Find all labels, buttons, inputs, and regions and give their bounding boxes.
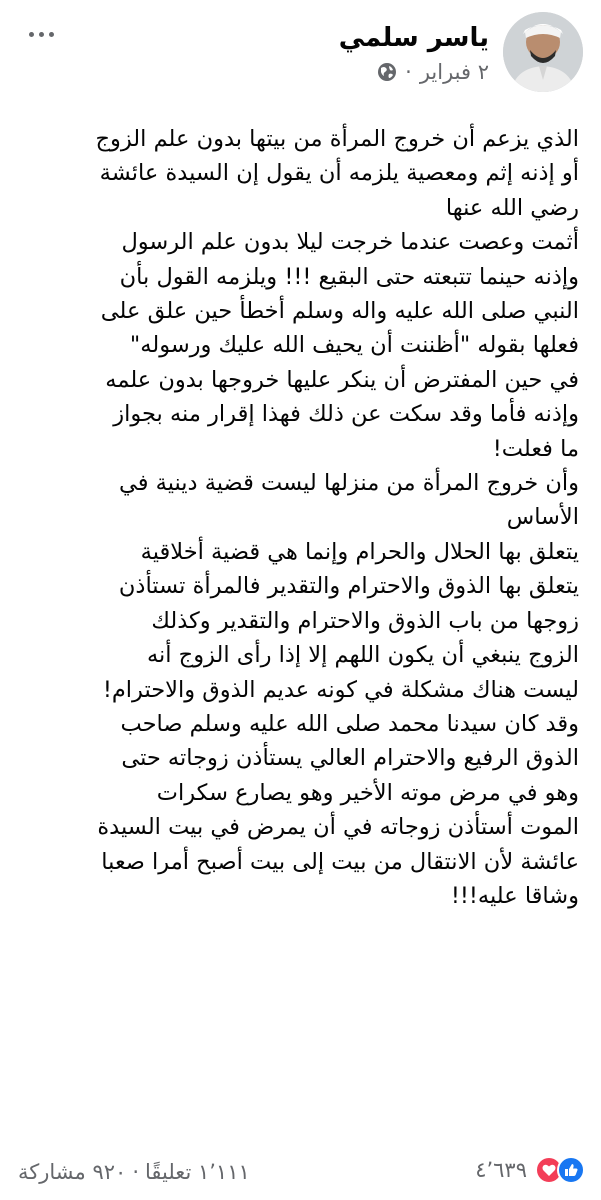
post-footer — [0, 1152, 601, 1192]
post-line: وشاقا عليه!!! — [450, 882, 579, 909]
post-line: رضي الله عنها — [445, 194, 579, 221]
comments-count[interactable]: ١٬١١١ تعليقًا — [145, 1160, 250, 1184]
reactions-summary[interactable] — [475, 1156, 585, 1184]
more-options-icon — [29, 32, 34, 37]
author-name[interactable]: ياسر سلمي — [338, 23, 489, 53]
reaction-count: ٤٬٦٣٩ — [475, 1158, 527, 1182]
globe-icon — [377, 62, 397, 82]
post-line: ليست هناك مشكلة في كونه عديم الذوق والاحترام! — [102, 676, 579, 703]
post-line: أو إذنه إثم ومعصية يلزمه أن يقول إن السيدة عائشة — [99, 160, 579, 187]
post-meta — [339, 60, 489, 84]
post-line: الموت أستأذن زوجاته في أن يمرض في بيت السيدة — [97, 814, 579, 841]
post-line: وإذنه حينما تتبعته حتى البقيع !!! ويلزمه القول بأن — [119, 263, 579, 290]
post-line: وإذنه فأما وقد سكت عن ذلك فهذا إقرار منه بجواز — [113, 401, 579, 428]
post-line: عائشة لأن الانتقال من بيت إلى بيت أصبح أمرا صعبا — [101, 848, 579, 875]
more-options-dot — [49, 32, 54, 37]
post-line: يتعلق بها الذوق والاحترام والتقدير فالمرأة تستأذن — [118, 573, 579, 600]
reaction-icons — [535, 1156, 585, 1184]
post-line: وهو في مرض موته الأخير وهو يصارع سكرات — [156, 779, 579, 806]
post-line: يتعلق بها الحلال والحرام وإنما هي قضية أخلاقية — [140, 538, 579, 565]
post-text — [22, 122, 579, 913]
post-header — [339, 22, 489, 84]
post-line: وقد كان سيدنا محمد صلى الله عليه وسلم صاحب — [120, 710, 579, 737]
more-options-button[interactable] — [26, 24, 56, 44]
avatar-photo — [503, 12, 583, 92]
like-icon — [557, 1156, 585, 1184]
post-line: الأساس — [506, 504, 579, 531]
meta-separator: · — [405, 60, 412, 84]
post-date[interactable]: ٢ فبراير — [419, 60, 489, 84]
post-line: أثمت وعصت عندما خرجت ليلا بدون علم الرسول — [121, 229, 579, 256]
engagement-separator: · — [132, 1160, 139, 1184]
post-line: زوجها من باب الذوق والاحترام والتقدير وكذلك — [151, 607, 579, 634]
engagement-counts — [18, 1160, 250, 1184]
post-line: الزوج ينبغي أن يكون اللهم إلا إذا رأى الزوج أنه — [146, 642, 579, 669]
more-options-dot — [39, 32, 44, 37]
post-line: وأن خروج المرأة من منزلها ليست قضية دينية في — [118, 470, 579, 497]
post-line: الذي يزعم أن خروج المرأة من بيتها بدون علم الزوج — [95, 126, 579, 152]
post-line: النبي صلى الله عليه واله وسلم أخطأ حين علق على — [100, 298, 579, 325]
shares-count[interactable]: ٩٢٠ مشاركة — [18, 1160, 127, 1184]
post-line: ما فعلت! — [492, 435, 579, 462]
post-line: الذوق الرفيع والاحترام العالي يستأذن زوجاته حتى — [121, 745, 579, 772]
post-line: فعلها بقوله "أظننت أن يحيف الله عليك ورسوله" — [129, 332, 579, 359]
avatar[interactable] — [503, 12, 583, 92]
post-line: في حين المفترض أن ينكر عليها خروجها بدون علمه — [105, 366, 579, 393]
